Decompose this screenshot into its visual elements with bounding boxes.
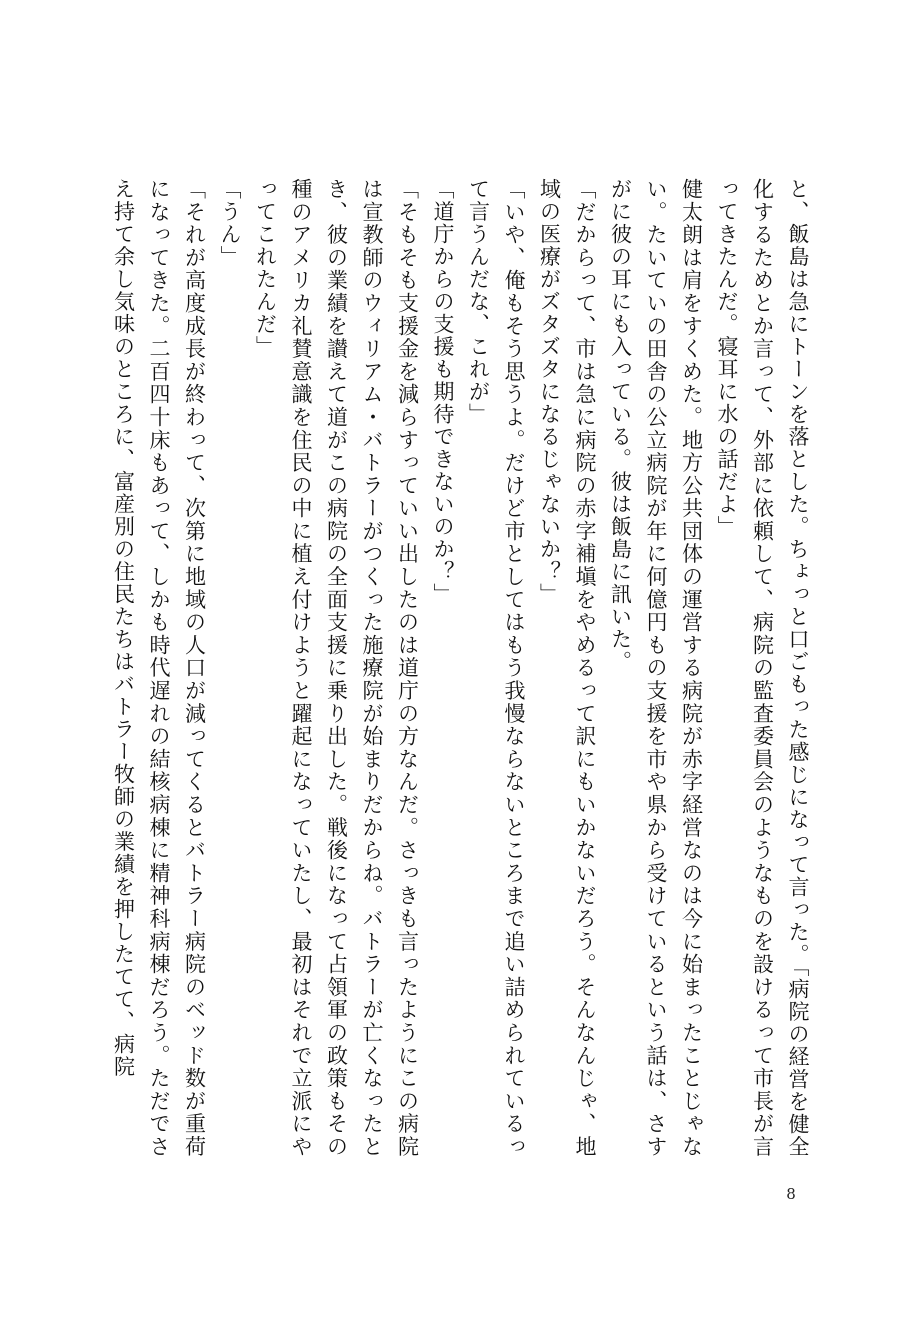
paragraph-1: と、飯島は急にトーンを落とした。ちょっと口ごもった感じになって言った。「病院の経営を健全化するためとか言って、外部に依頼して、病院の監査委員会のようなものを設けるって市長が言ってきたんだ。寝耳に水の話だよ」 [715,178,810,1158]
page-number: 8 [786,1185,796,1203]
paragraph-4: 「いや、俺もそう思うよ。だけど市としてはもう我慢ならないところまで追い詰められているって言うんだな、これが」 [466,178,526,1158]
paragraph-8: 「それが高度成長が終わって、次第に地域の人口が減ってくるとバトラー病院のベッド数が重荷になってきた。二百四十床もあって、しかも時代遅れの結核病棟に精神科病棟だろう。ただでさえ持て余し気味のところに、富産別の住民たちはバトラー牧師の業績を押したてて、病院 [111,178,207,1158]
paragraph-6: 「そもそも支援金を減らすっていい出したのは道庁の方なんだ。さっきも言ったようにこの病院は宣教師のウィリアム・バトラーがつくった施療院が始まりだからね。バトラーが亡くなったとき、彼の業績を讃えて道がこの病院の全面支援に乗り出した。戦後になって占領軍の政策もその種のアメリカ礼賛意識を住民の中に植え付けようと躍起になっていたし、最初はそれで立派にやってこれたんだ」 [253,178,420,1158]
paragraph-5: 「道庁からの支援も期待できないのか？」 [431,178,455,606]
vertical-text-body [95,178,815,1158]
paragraph-3: 「だからって、市は急に病院の赤字補塡をやめるって訳にもいかないだろう。そんなんじゃ、地域の医療がズタズタになるじゃないか？」 [537,178,597,1158]
paragraph-2: 健太朗は肩をすくめた。地方公共団体の運営する病院が赤字経営なのは今に始まったことじゃない。たいていの田舎の公立病院が年に何億円もの支援を市や県から受けているという話は、さすがに彼の耳にも入っている。彼は飯島に訊いた。 [608,178,704,1158]
paragraph-7: 「うん」 [218,178,242,268]
